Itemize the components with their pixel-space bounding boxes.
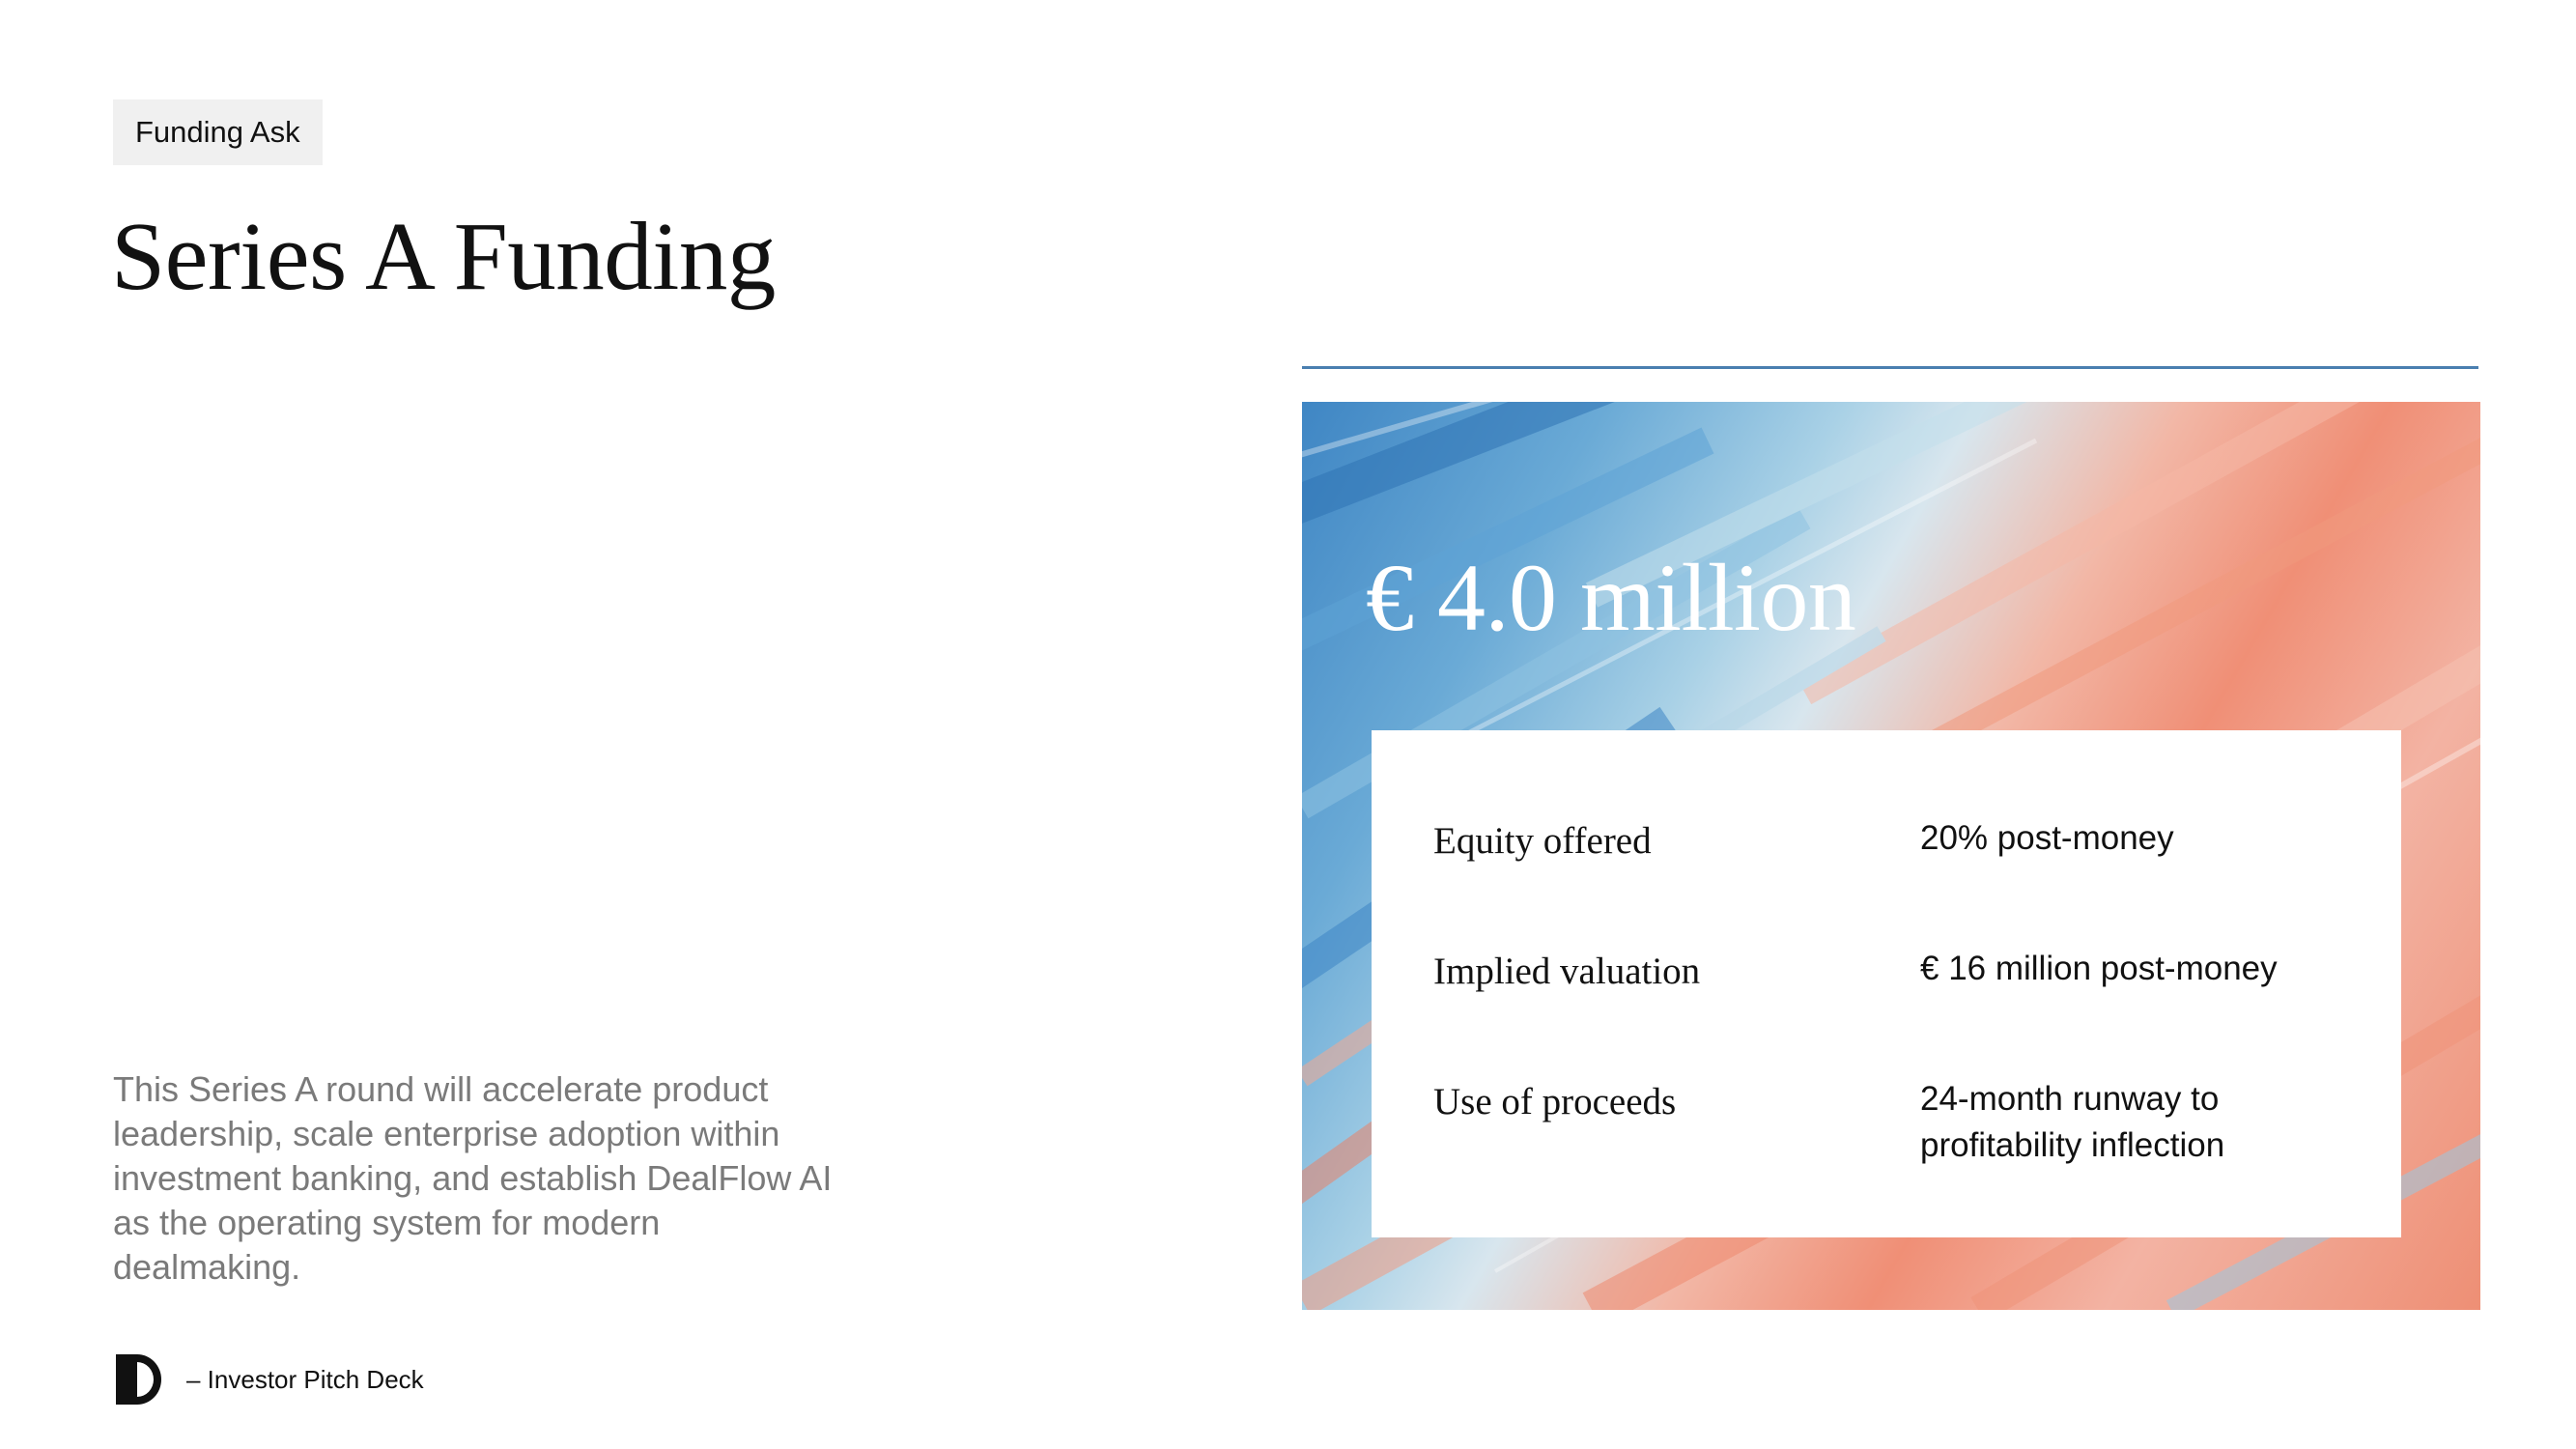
divider-line (1302, 366, 2478, 369)
section-tag: Funding Ask (113, 99, 323, 165)
detail-label: Implied valuation (1433, 951, 1701, 992)
company-logo-icon (114, 1352, 165, 1406)
painted-background-panel (1302, 402, 2480, 1310)
detail-value: € 16 million post-money (1920, 950, 2278, 987)
footer-text: – Investor Pitch Deck (186, 1364, 424, 1394)
detail-value: 20% post-money (1920, 819, 2174, 857)
funding-amount: € 4.0 million (1366, 544, 1856, 651)
funding-details-card (1372, 730, 2401, 1237)
footer (114, 1352, 424, 1406)
detail-label: Equity offered (1433, 820, 1652, 862)
detail-label: Use of proceeds (1433, 1081, 1677, 1122)
description-text: This Series A round will accelerate product leadership, scale enterprise adoption within investment banking, and establish DealFlow AI as the operating system for modern dealmaking. (113, 1069, 833, 1287)
page-title: Series A Funding (111, 202, 776, 310)
detail-value: 24-month runway to profitability inflection (1920, 1080, 2225, 1164)
